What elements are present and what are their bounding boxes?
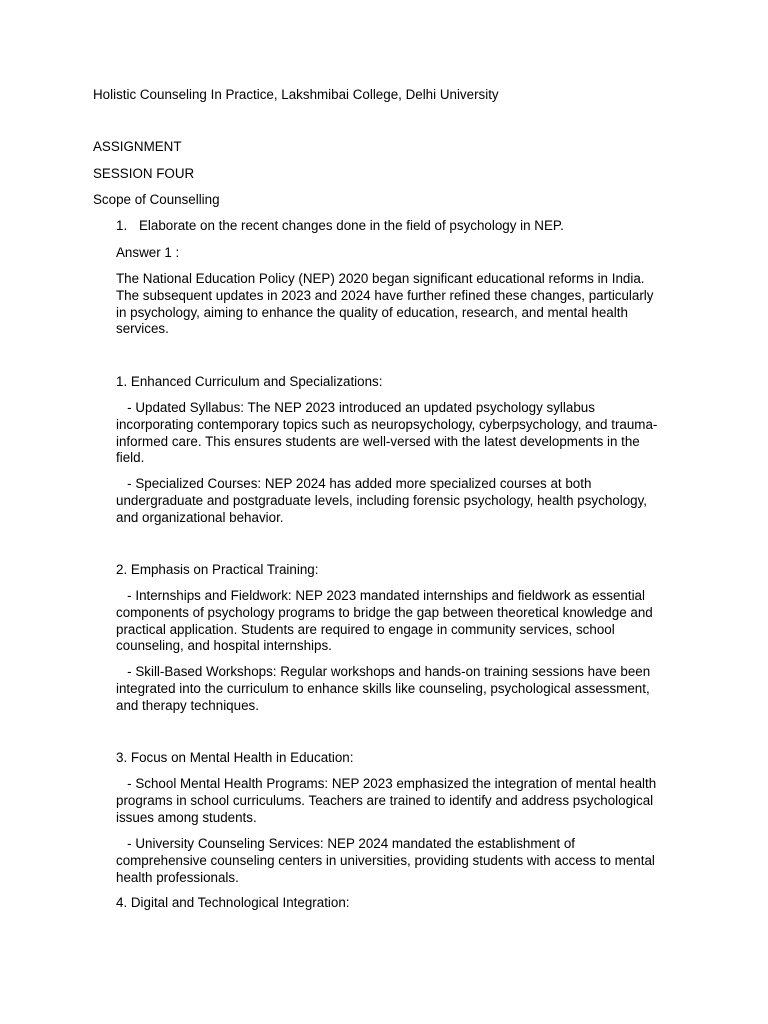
- session-title: SESSION FOUR: [93, 166, 195, 181]
- section-point: - Updated Syllabus: The NEP 2023 introduced an updated psychology syllabus incorporating contemporary topics such as neuropsychology, cyberpsychology, and trauma-informed care. This ensures students are well-versed with the latest developments in the field.: [116, 400, 658, 466]
- section-heading: 2. Emphasis on Practical Training:: [116, 562, 319, 577]
- section-heading: 3. Focus on Mental Health in Education:: [116, 750, 354, 765]
- section-point: - University Counseling Services: NEP 2024 mandated the establishment of comprehensive counseling centers in universities, providing students with access to mental health professionals.: [116, 836, 659, 885]
- section-point: - Skill-Based Workshops: Regular workshops and hands-on training sessions have been integrated into the curriculum to enhance skills like counseling, psychological assessment, and therapy techniques.: [116, 664, 654, 713]
- assignment-title: ASSIGNMENT: [93, 139, 182, 154]
- question-number: 1.: [116, 218, 128, 233]
- section-point: - Specialized Courses: NEP 2024 has added more specialized courses at both undergraduate and postgraduate levels, including forensic psychology, health psychology, and organizational behavior.: [116, 476, 651, 525]
- section-heading: 4. Digital and Technological Integration:: [116, 895, 350, 910]
- section-point: - School Mental Health Programs: NEP 2023 emphasized the integration of mental health programs in school curriculums. Teachers are trained to identify and address psychological issues among students.: [116, 776, 660, 825]
- question-item: [116, 218, 564, 235]
- topic-title: Scope of Counselling: [93, 192, 220, 207]
- section-heading: 1. Enhanced Curriculum and Specializations:: [116, 374, 383, 389]
- document-header: Holistic Counseling In Practice, Lakshmibai College, Delhi University: [93, 87, 499, 102]
- intro-paragraph: The National Education Policy (NEP) 2020 began significant educational reforms in India. The subsequent updates in 2023 and 2024 have further refined these changes, particularly in psychology, aiming to enhance the quality of education, research, and mental health services.: [116, 271, 654, 337]
- section-point: - Internships and Fieldwork: NEP 2023 mandated internships and fieldwork as essential components of psychology programs to bridge the gap between theoretical knowledge and practical application. Students are required to engage in community services, school counseling, and hospital internships.: [116, 588, 657, 654]
- answer-label: Answer 1 :: [116, 245, 180, 260]
- question-text: Elaborate on the recent changes done in the field of psychology in NEP.: [139, 218, 564, 233]
